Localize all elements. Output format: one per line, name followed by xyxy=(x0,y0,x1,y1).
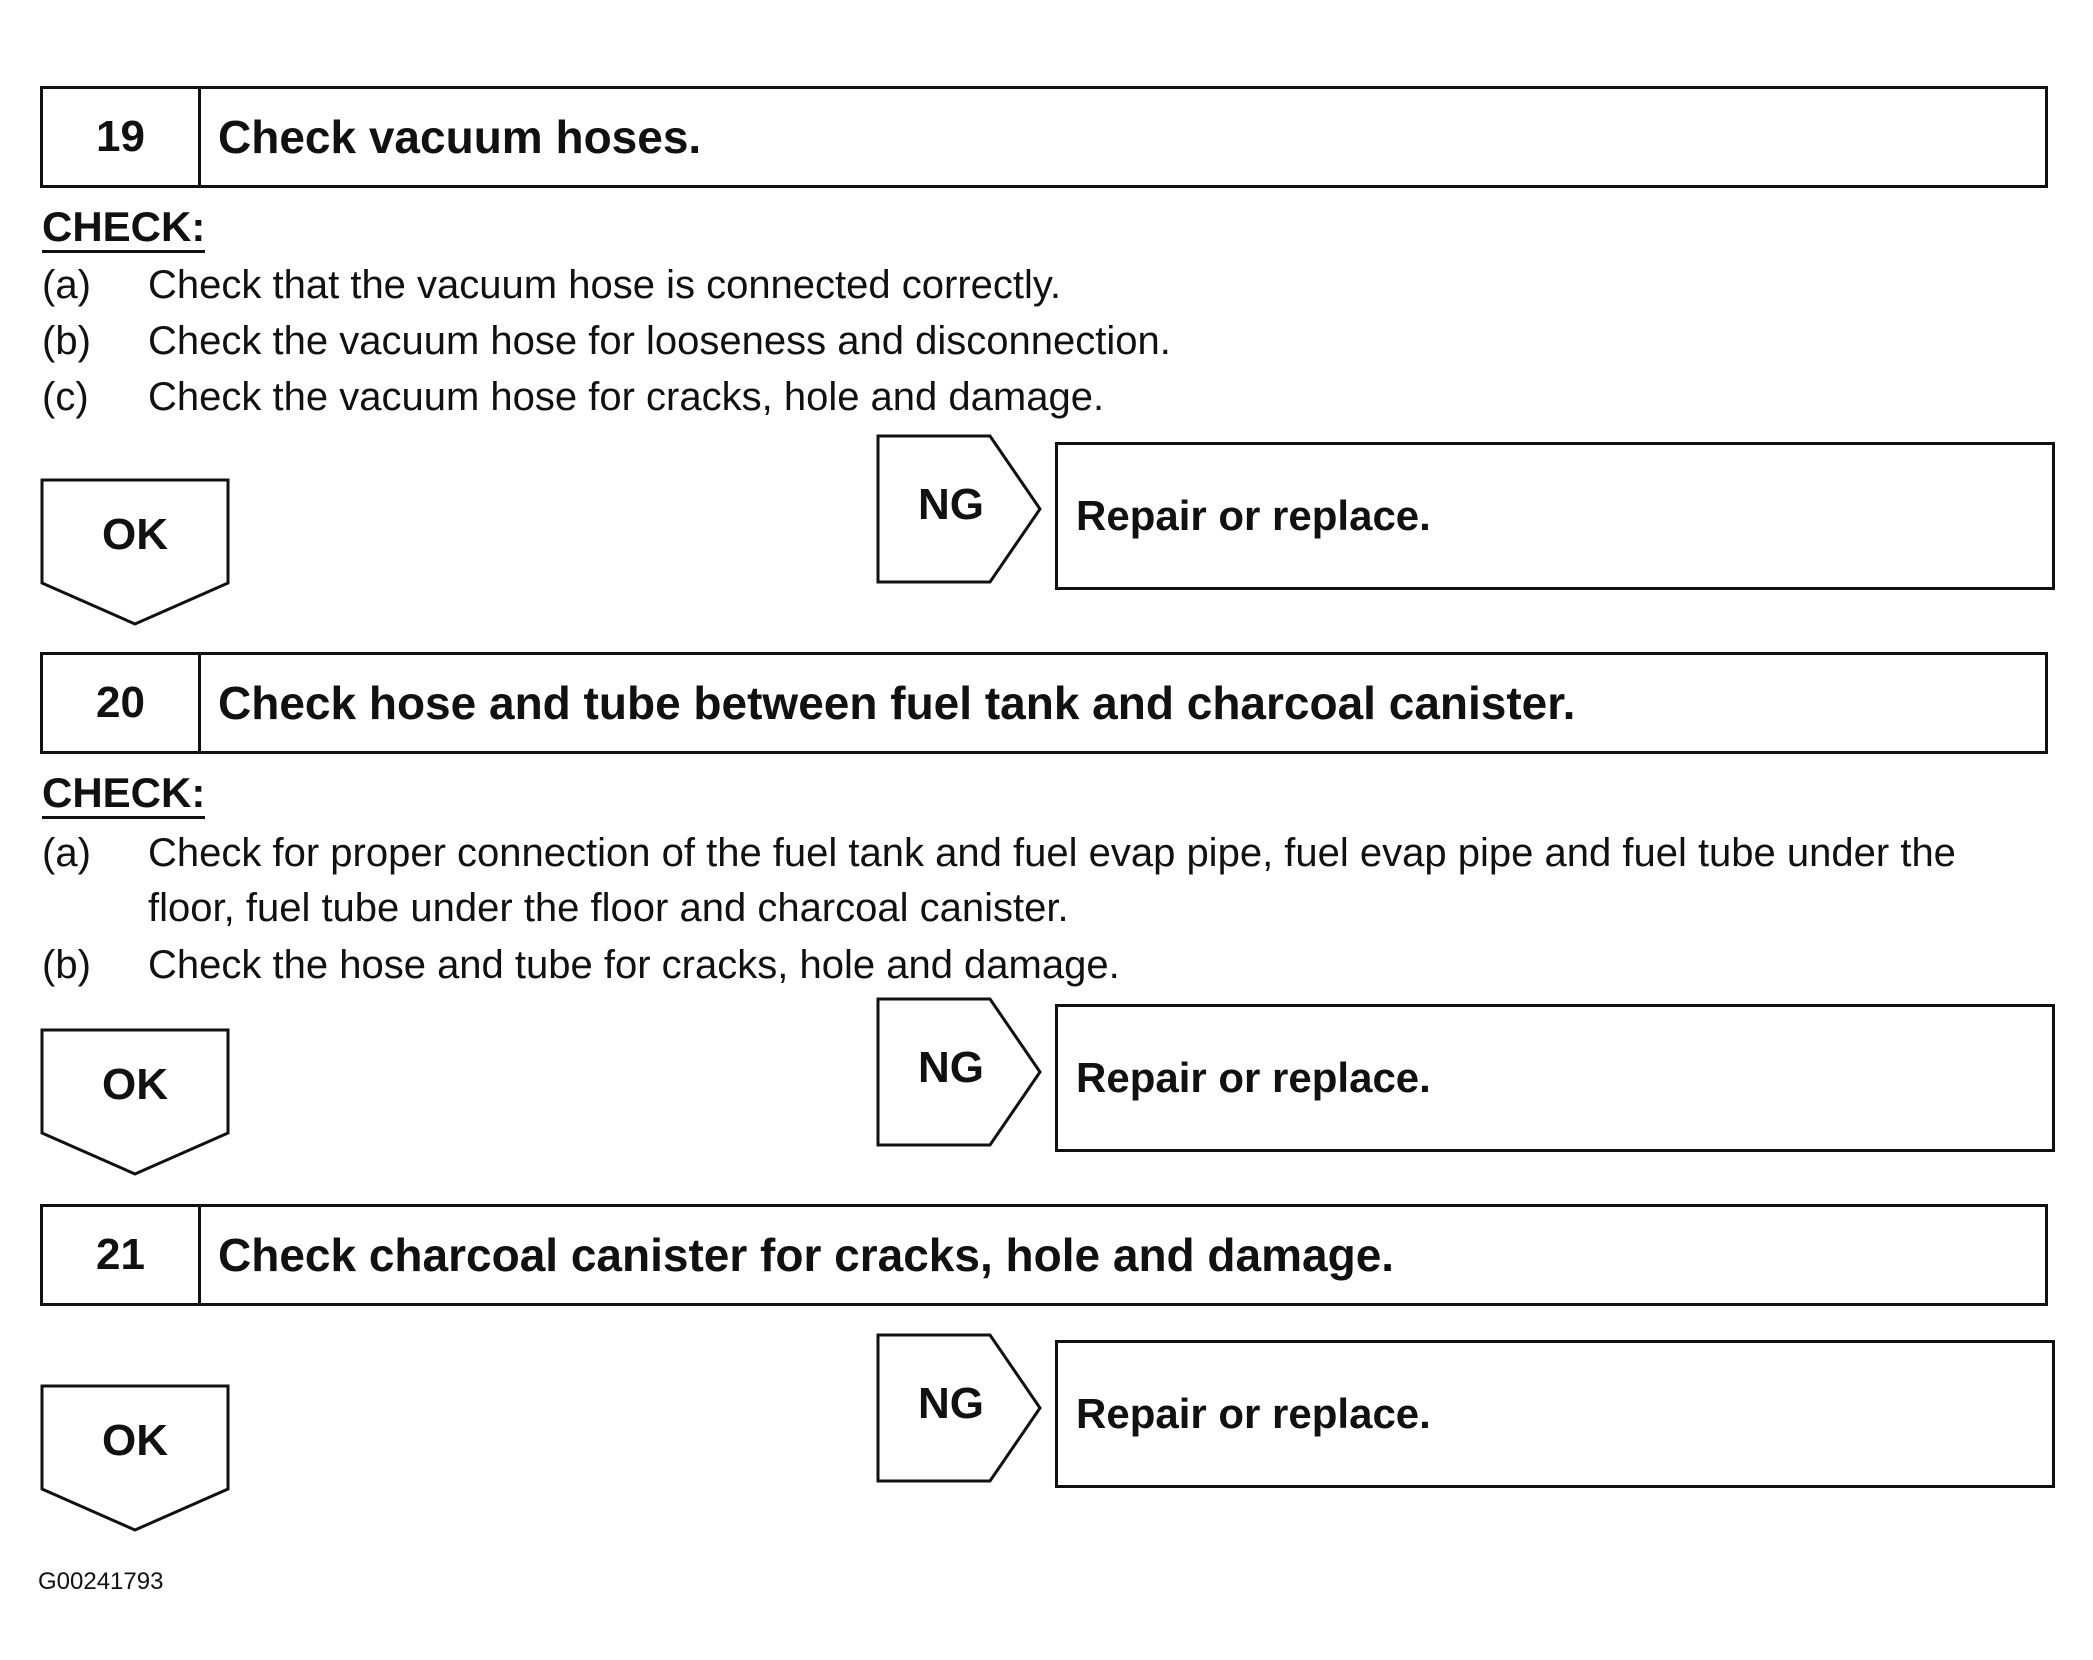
item-letter: (b) xyxy=(42,319,91,363)
item-text: Check the vacuum hose for looseness and disconnection. xyxy=(148,319,1171,363)
ok-arrow xyxy=(40,1028,230,1178)
item-text: Check the hose and tube for cracks, hole and damage. xyxy=(148,943,1120,987)
step-number: 19 xyxy=(43,89,201,185)
ng-label: NG xyxy=(918,480,984,529)
check-heading: CHECK: xyxy=(42,772,205,819)
step-number: 20 xyxy=(43,655,201,751)
ng-label: NG xyxy=(918,1379,984,1428)
ok-label: OK xyxy=(102,1416,168,1465)
ng-label: NG xyxy=(918,1043,984,1092)
step-title: Check charcoal canister for cracks, hole and damage. xyxy=(218,1229,1395,1281)
item-text: Check for proper connection of the fuel tank and fuel evap pipe, fuel evap pipe and fuel tube under the floor, fuel tube under the floor and charcoal canister. xyxy=(148,831,1956,930)
ng-action-box xyxy=(1055,1340,2055,1488)
ng-arrow xyxy=(876,434,1046,584)
step-title: Check hose and tube between fuel tank and charcoal canister. xyxy=(218,677,1576,729)
ok-arrow xyxy=(40,478,230,628)
step-21-header xyxy=(40,1204,2048,1306)
ng-arrow xyxy=(876,997,1046,1147)
check-heading: CHECK: xyxy=(42,206,205,253)
item-letter: (b) xyxy=(42,943,91,987)
figure-id: G00241793 xyxy=(38,1568,164,1595)
ok-arrow xyxy=(40,1384,230,1534)
ng-action-text: Repair or replace. xyxy=(1076,1390,1431,1437)
ok-label: OK xyxy=(102,1060,168,1109)
ok-label: OK xyxy=(102,510,168,559)
item-letter: (c) xyxy=(42,375,89,419)
ng-action-text: Repair or replace. xyxy=(1076,492,1431,539)
step-title: Check vacuum hoses. xyxy=(218,111,702,163)
step-20-header xyxy=(40,652,2048,754)
item-text: Check the vacuum hose for cracks, hole and damage. xyxy=(148,375,1105,419)
ng-arrow xyxy=(876,1333,1046,1483)
item-letter: (a) xyxy=(42,263,91,307)
ng-action-text: Repair or replace. xyxy=(1076,1054,1431,1101)
step-number: 21 xyxy=(43,1207,201,1303)
step-19-header xyxy=(40,86,2048,188)
ng-action-box xyxy=(1055,1004,2055,1152)
item-text: Check that the vacuum hose is connected correctly. xyxy=(148,263,1062,307)
ng-action-box xyxy=(1055,442,2055,590)
item-letter: (a) xyxy=(42,831,91,875)
